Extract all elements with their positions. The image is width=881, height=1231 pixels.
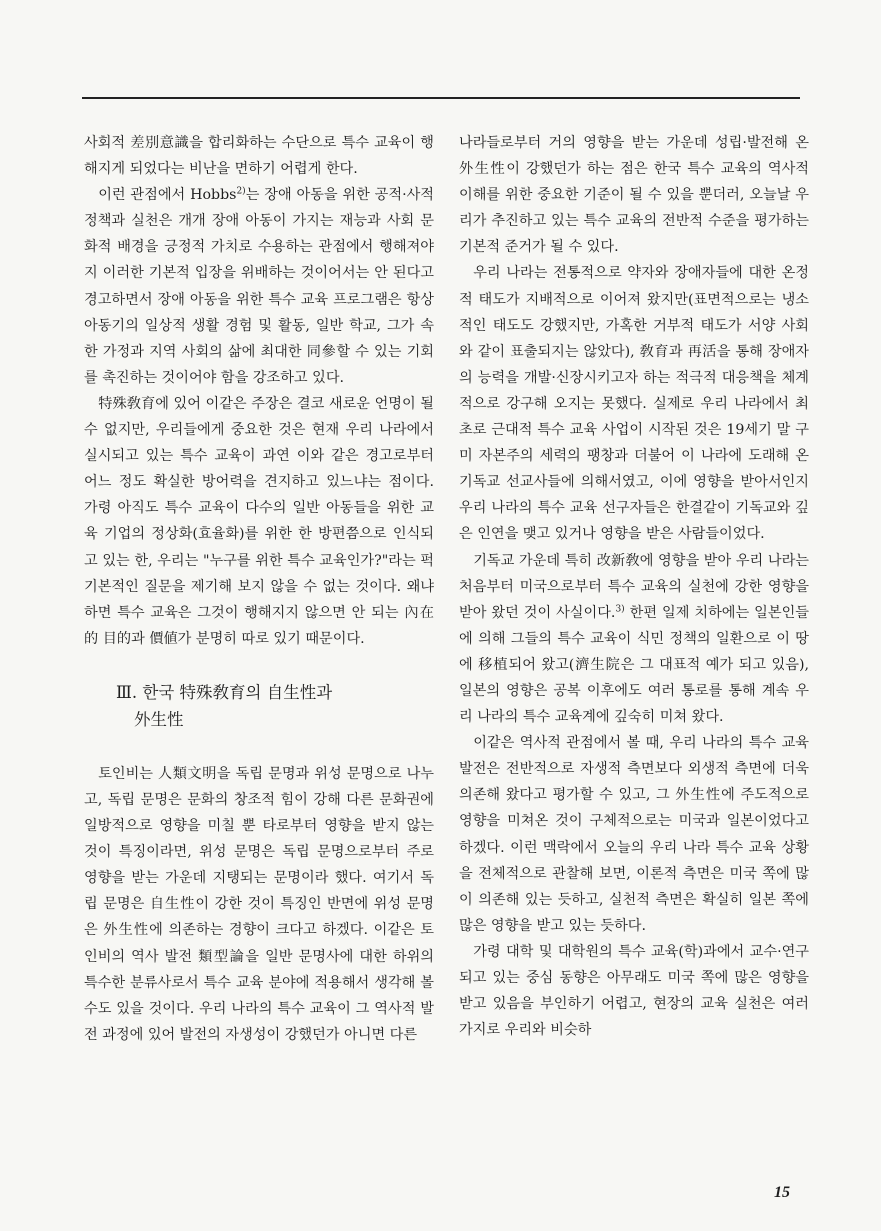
section-heading-line: Ⅲ. 한국 特殊敎育의 自生性과 [116, 682, 333, 702]
paragraph: 特殊敎育에 있어 이같은 주장은 결코 새로운 언명이 될 수 없지만, 우리들에게 중요한 것은 현재 우리 나라에서 실시되고 있는 특수 교육이 과연 이와 같은 경고로부터 어느 정도 확실한 방어력을 견지하고 있느냐는 점이다. 가령 아직도 특수 교육이 다수의 일반 아동들을 위한 교육 기업의 정상화(효율화)를 위한 한 방편쯤으로 인식되고 있는 한, 우리는 "누구를 위한 특수 교육인가?"라는 퍽 기본적인 질문을 제기해 보지 않을 수 없는 것이다. 왜냐 하면 특수 교육은 그것이 행해지지 않으면 안 되는 內在的 目的과 價値가 분명히 따로 있기 때문이다. [84, 395, 434, 647]
footnote-ref: 3) [615, 603, 625, 614]
right-column [459, 130, 809, 1043]
header-rule [82, 97, 800, 99]
paragraph-text: 한편 일제 치하에는 일본인들에 의해 그들의 특수 교육이 식민 정책의 일환으로 이 땅에 移植되어 왔고(濟生院은 그 대표적 예가 되고 있음), 일본의 영향은 공복 이후에도 여러 통로를 통해 계속 우리 나라의 특수 교육계에 깊숙히 미쳐 왔다. [459, 604, 809, 726]
paragraph: 가령 대학 및 대학원의 특수 교육(학)과에서 교수·연구되고 있는 중심 동향은 아무래도 미국 쪽에 많은 영향을 받고 있음을 부인하기 어렵고, 현장의 교육 실천은 여러 가지로 우리와 비슷하 [459, 943, 809, 1039]
paragraph: 토인비는 人類文明을 독립 문명과 위성 문명으로 나누고, 독립 문명은 문화의 창조적 힘이 강해 다른 문화권에 일방적으로 영향을 미칠 뿐 타로부터 영향을 받지 않는 것이 특징이라면, 위성 문명은 독립 문명으로부터 주로 영향을 받는 가운데 지탱되는 문명이라 했다. 여기서 독립 문명은 自生性이 강한 것이 특징인 반면에 위성 문명은 外生性에 의존하는 경향이 크다고 하겠다. 이같은 토인비의 역사 발전 類型論을 일반 문명사에 대한 하위의 특수한 분류사로서 특수 교육 분야에 적용해서 생각해 볼 수도 있을 것이다. 우리 나라의 특수 교육이 그 역사적 발전 과정에 있어 발전의 자생성이 강했던가 아니면 다른 [84, 765, 434, 1043]
paragraph: 사회적 差別意識을 합리화하는 수단으로 특수 교육이 행해지게 되었다는 비난을 면하기 어렵게 한다. [84, 135, 434, 178]
paragraph-text: 이런 관점에서 Hobbs [98, 187, 237, 204]
paragraph-text: 기독교 가운데 특히 改新敎에 영향을 받아 우리 나라는 처음부터 미국으로부터 특수 교육의 실천에 강한 영향을 받아 왔던 것이 사실이다. [459, 552, 809, 621]
paragraph: 이같은 역사적 관점에서 볼 때, 우리 나라의 특수 교육 발전은 전반적으로 자생적 측면보다 외생적 측면에 더욱 의존해 왔다고 평가할 수 있고, 그 外生性에 주도적으로 영향을 미쳐온 것이 구체적으로는 미국과 일본이었다고 하겠다. 이런 맥락에서 오늘의 우리 나라 특수 교육 상황을 전체적으로 관찰해 보면, 이론적 측면은 미국 쪽에 많이 의존해 있는 듯하고, 실천적 측면은 확실히 일본 쪽에 많은 영향을 받고 있는 듯하다. [459, 735, 809, 934]
paragraph-text: 는 장애 아동을 위한 공적·사적 정책과 실천은 개개 장애 아동이 가지는 재능과 사회 문화적 배경을 긍정적 가치로 수용하는 관점에서 행해져야지 이러한 기본적 입장을 위배하는 것이어서는 안 된다고 경고하면서 장애 아동을 위한 특수 교육 프로그램은 항상 아동기의 일상적 생활 경험 및 활동, 일반 학교, 그가 속한 가정과 지역 사회의 삶에 최대한 同參할 수 있는 기회를 촉진하는 것이어야 함을 강조하고 있다. [84, 187, 434, 386]
page-number: 15 [774, 1184, 790, 1201]
paragraph: 나라들로부터 거의 영향을 받는 가운데 성립·발전해 온 外生性이 강했던가 하는 점은 한국 특수 교육의 역사적 이해를 위한 중요한 기준이 될 수 있을 뿐더러, 오늘날 우리가 추진하고 있는 특수 교육의 전반적 수준을 평가하는 기본적 준거가 될 수 있다. [459, 135, 809, 256]
paragraph [459, 548, 809, 731]
paragraph [84, 182, 434, 391]
section-heading [84, 679, 434, 733]
section-heading-line: 外生性 [134, 709, 184, 729]
footnote-ref: 2) [236, 186, 246, 197]
left-column [84, 130, 434, 1048]
paragraph: 우리 나라는 전통적으로 약자와 장애자들에 대한 온정적 태도가 지배적으로 이어져 왔지만(표면적으로는 냉소적인 태도도 강했지만, 가혹한 거부적 태도가 서양 사회와 같이 표출되지는 않았다), 敎育과 再活을 통해 장애자의 능력을 개발·신장시키고자 하는 적극적 대응책을 체계적으로 강구해 오지는 못했다. 실제로 우리 나라에서 최초로 근대적 특수 교육 사업이 시작된 것은 19세기 말 구미 자본주의 세력의 팽창과 더불어 이 나라에 도래해 온 기독교 선교사들에 의해서였고, 이에 영향을 받아서인지 우리 나라의 특수 교육 선구자들은 한결같이 기독교와 깊은 인연을 맺고 있거나 영향을 받은 사람들이었다. [459, 265, 809, 543]
